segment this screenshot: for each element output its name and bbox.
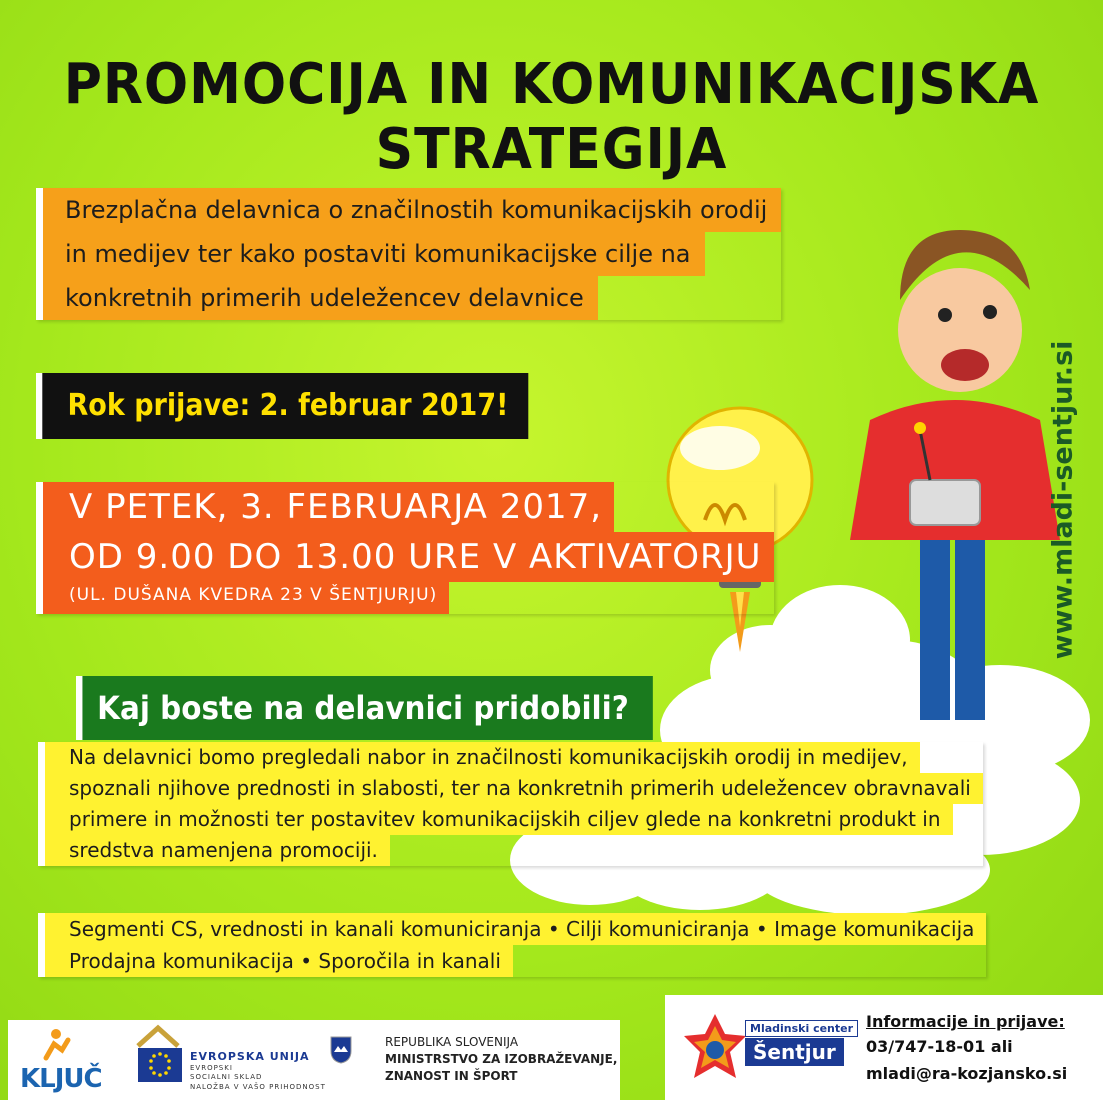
- topics-line: Segmenti CS, vrednosti in kanali komuniciranja • Cilji komuniciranja • Image komunikacija: [45, 913, 986, 945]
- website-link[interactable]: [1038, 340, 1088, 660]
- kljuc-logo: [14, 1028, 124, 1092]
- youth-center-name: Šentjur: [745, 1038, 844, 1066]
- benefits-description: [38, 742, 983, 866]
- runner-icon: [36, 1028, 76, 1064]
- intro-line: konkretnih primerih udeležencev delavnice: [43, 276, 598, 320]
- event-address: (UL. DUŠANA KVEDRA 23 V ŠENTJURJU): [43, 582, 449, 614]
- ministry-line: REPUBLIKA SLOVENIJA: [385, 1035, 519, 1049]
- page-title: PROMOCIJA IN KOMUNIKACIJSKA STRATEGIJA: [63, 52, 1040, 182]
- eu-slogan: NALOŽBA V VAŠO PRIHODNOST: [190, 1083, 326, 1091]
- topics-line: Prodajna komunikacija • Sporočila in kanali: [45, 945, 513, 977]
- eu-subtitle-line: SOCIALNI SKLAD: [190, 1073, 263, 1081]
- info-phone[interactable]: 03/747-18-01 ali: [866, 1037, 1013, 1056]
- ministry-line: MINISTRSTVO ZA IZOBRAŽEVANJE,: [385, 1052, 618, 1066]
- deadline-banner: Rok prijave: 2. februar 2017!: [36, 373, 528, 439]
- description-line: Na delavnici bomo pregledali nabor in značilnosti komunikacijskih orodij in medijev,: [45, 742, 920, 773]
- eu-arrow-icon: [136, 1024, 186, 1048]
- event-date: V PETEK, 3. FEBRUARJA 2017,: [43, 482, 614, 532]
- topics-list: [38, 913, 986, 977]
- event-time-location: OD 9.00 DO 13.00 URE V AKTIVATORJU: [43, 532, 774, 582]
- intro-box: [36, 188, 781, 320]
- intro-line: Brezplačna delavnica o značilnostih komunikacijskih orodij: [43, 188, 781, 232]
- kljuc-logo-text: KLJUČ: [20, 1064, 102, 1094]
- eu-subtitle: [190, 1064, 262, 1082]
- description-line: spoznali njihove prednosti in slabosti, ter na konkretnih primerih udeležencev obravnavali: [45, 773, 983, 804]
- eu-subtitle-line: EVROPSKI: [190, 1064, 233, 1072]
- eu-flag-icon: [138, 1048, 182, 1082]
- info-title: Informacije in prijave:: [866, 1012, 1065, 1031]
- event-box: [36, 482, 774, 614]
- intro-line: in medijev ter kako postaviti komunikacijske cilje na: [43, 232, 705, 276]
- ministry-line: ZNANOST IN ŠPORT: [385, 1069, 518, 1083]
- youth-center-label: Mladinski center: [745, 1020, 858, 1037]
- benefits-heading: Kaj boste na delavnici pridobili?: [76, 676, 653, 740]
- description-line: primere in možnosti ter postavitev komunikacijskih ciljev glede na konkretni produkt in: [45, 804, 953, 835]
- eu-title: EVROPSKA UNIJA: [190, 1050, 310, 1063]
- description-line: sredstva namenjena promociji.: [45, 835, 390, 866]
- slovenia-crest-icon: [330, 1036, 352, 1064]
- website-text: www.mladi-sentjur.si: [1047, 340, 1079, 660]
- info-email[interactable]: mladi@ra-kozjansko.si: [866, 1064, 1068, 1083]
- star-logo-icon: [682, 1012, 748, 1082]
